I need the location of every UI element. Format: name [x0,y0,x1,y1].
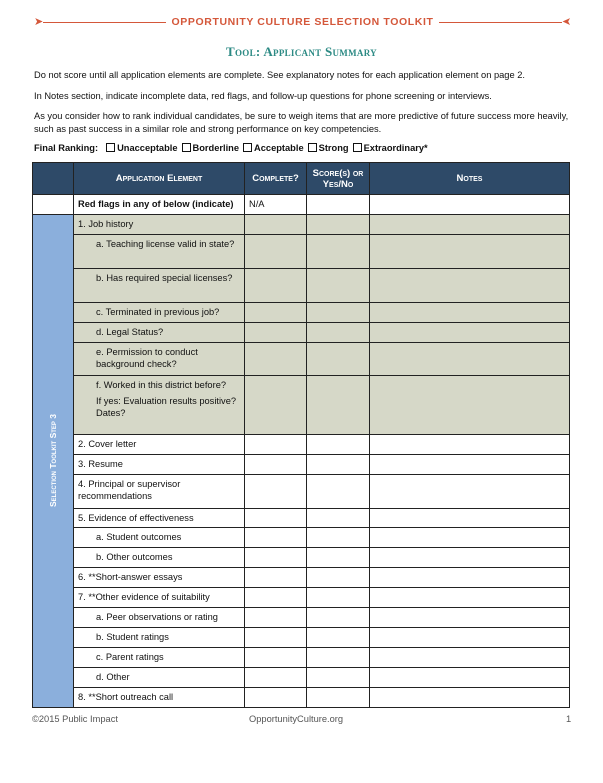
cell-score[interactable] [307,688,370,708]
ranking-option-extraordinary[interactable]: Extraordinary* [353,143,428,153]
cell-notes[interactable] [370,435,570,455]
table-row [33,376,570,435]
table-row [33,215,570,235]
table-row [33,648,570,668]
cell-complete[interactable] [245,376,307,435]
header-element: Application Element [74,163,245,195]
toolkit-banner [34,14,571,30]
instruction-1: Do not score until all application elements are complete. See explanatory notes for each application element on page 2. [34,70,525,80]
table-row [33,343,570,376]
cell-score[interactable] [307,435,370,455]
element-label: 5. Evidence of effectiveness [78,513,194,523]
cell-score[interactable] [307,195,370,215]
cell-score[interactable] [307,628,370,648]
cell-score[interactable] [307,588,370,608]
header-complete: Complete? [245,163,307,195]
cell-score[interactable] [307,235,370,269]
table-row [33,435,570,455]
cell-complete[interactable] [245,568,307,588]
element-label: 2. Cover letter [78,439,137,449]
final-ranking [34,143,428,153]
table-row [33,509,570,528]
cell-notes[interactable] [370,455,570,475]
ranking-option-acceptable[interactable]: Acceptable [243,143,304,153]
table-row [33,588,570,608]
table-row [33,628,570,648]
table-header-row [33,163,570,195]
element-label: b. Other outcomes [96,552,173,562]
cell-score[interactable] [307,343,370,376]
cell-score[interactable] [307,303,370,323]
cell-complete[interactable] [245,628,307,648]
cell-score[interactable] [307,455,370,475]
cell-complete[interactable] [245,688,307,708]
element-label: f. Worked in this district before? [96,380,227,390]
table-row [33,668,570,688]
element-label: b. Has required special licenses? [96,273,233,283]
cell-notes[interactable] [370,323,570,343]
instruction-3: As you consider how to rank individual candidates, be sure to weigh items that are more predictive of future success more heavily, such as past success in a similar role and strong performance on key competencies. [34,111,569,134]
red-flags-label: Red flags in any of below (indicate) [78,199,234,209]
cell-notes[interactable] [370,628,570,648]
element-label: 6. **Short-answer essays [78,572,183,582]
element-label: a. Teaching license valid in state? [96,239,235,249]
cell-notes[interactable] [370,235,570,269]
cell-notes[interactable] [370,588,570,608]
cell-score[interactable] [307,323,370,343]
cell-complete[interactable] [245,475,307,509]
banner-rule-right [439,22,561,23]
table-row [33,568,570,588]
element-label: c. Terminated in previous job? [96,307,220,317]
cell-notes[interactable] [370,269,570,303]
ranking-option-unacceptable[interactable]: Unacceptable [106,143,177,153]
element-label: 7. **Other evidence of suitability [78,592,210,602]
element-label: 8. **Short outreach call [78,692,174,702]
checkbox-icon[interactable] [353,143,362,152]
cell-complete[interactable] [245,528,307,548]
cell-complete[interactable] [245,323,307,343]
cell-notes[interactable] [370,343,570,376]
cell-notes[interactable] [370,668,570,688]
table-row [33,269,570,303]
cell-complete[interactable] [245,269,307,303]
cell-score[interactable] [307,215,370,235]
cell-notes[interactable] [370,376,570,435]
applicant-summary-table [32,162,570,708]
cell-score[interactable] [307,376,370,435]
element-label: 4. Principal or supervisor recommendations [78,479,181,501]
table-row [33,528,570,548]
cell-notes[interactable] [370,195,570,215]
element-label: a. Student outcomes [96,532,182,542]
cell-complete[interactable] [245,235,307,269]
cell-score[interactable] [307,475,370,509]
cell-complete[interactable] [245,303,307,323]
banner-left-arrow-icon: ➤ [34,15,44,28]
element-label: e. Permission to conduct background check? [96,347,198,369]
footer-page-number: 1 [566,714,572,724]
header-corner [33,163,74,195]
element-sublabel: If yes: Evaluation results positive? Dates? [96,396,237,418]
cell-complete[interactable] [245,509,307,528]
cell-notes[interactable] [370,528,570,548]
final-ranking-label: Final Ranking: [34,143,99,153]
cell-score[interactable] [307,648,370,668]
table-row [33,303,570,323]
cell-score[interactable] [307,509,370,528]
cell-complete[interactable] [245,588,307,608]
banner-right-arrow-icon: ➤ [561,15,571,28]
header-notes: Notes [370,163,570,195]
banner-rule-left [43,22,165,23]
ranking-option-borderline[interactable]: Borderline [182,143,240,153]
element-label: 3. Resume [78,459,123,469]
cell-notes[interactable] [370,568,570,588]
cell-notes[interactable] [370,303,570,323]
cell-score[interactable] [307,528,370,548]
cell-complete[interactable] [245,343,307,376]
cell-notes[interactable] [370,648,570,668]
element-label: d. Other [96,672,130,682]
cell-complete[interactable] [245,435,307,455]
cell-score[interactable] [307,668,370,688]
cell-complete[interactable] [245,215,307,235]
table-row [33,688,570,708]
table-row [33,323,570,343]
cell-score[interactable] [307,548,370,568]
table-row [33,548,570,568]
cell-complete[interactable] [245,648,307,668]
table-row [33,475,570,509]
footer-site-link[interactable]: OpportunityCulture.org [249,714,344,724]
element-label: 1. Job history [78,219,134,229]
instruction-2: In Notes section, indicate incomplete data, red flags, and follow-up questions for phone screening or interviews. [34,91,492,101]
red-flags-row [33,195,570,215]
footer-copyright: ©2015 Public Impact [32,714,118,724]
cell-notes[interactable] [370,215,570,235]
cell-complete[interactable] [245,608,307,628]
checkbox-icon[interactable] [106,143,115,152]
cell-complete[interactable] [245,548,307,568]
cell-notes[interactable] [370,548,570,568]
header-score: Score(s) or Yes/No [307,163,370,195]
element-label: d. Legal Status? [96,327,164,337]
ranking-option-strong[interactable]: Strong [308,143,349,153]
element-label: c. Parent ratings [96,652,164,662]
red-flags-complete: N/A [249,199,265,209]
table-row [33,235,570,269]
cell-notes[interactable] [370,475,570,509]
element-label: a. Peer observations or rating [96,612,218,622]
cell-notes[interactable] [370,688,570,708]
checkbox-icon[interactable] [182,143,191,152]
checkbox-icon[interactable] [308,143,317,152]
table-row [33,608,570,628]
table-row [33,455,570,475]
cell-notes[interactable] [370,509,570,528]
checkbox-icon[interactable] [243,143,252,152]
cell-score[interactable] [307,608,370,628]
tool-title: Tool: Applicant Summary [226,44,377,59]
side-step-label: Selection Toolkit Step 3 [33,215,74,708]
toolkit-title: OPPORTUNITY CULTURE SELECTION TOOLKIT [171,16,434,28]
cell-score[interactable] [307,269,370,303]
cell-complete[interactable] [245,668,307,688]
element-label: b. Student ratings [96,632,169,642]
cell-score[interactable] [307,568,370,588]
cell-notes[interactable] [370,608,570,628]
cell-complete[interactable] [245,455,307,475]
